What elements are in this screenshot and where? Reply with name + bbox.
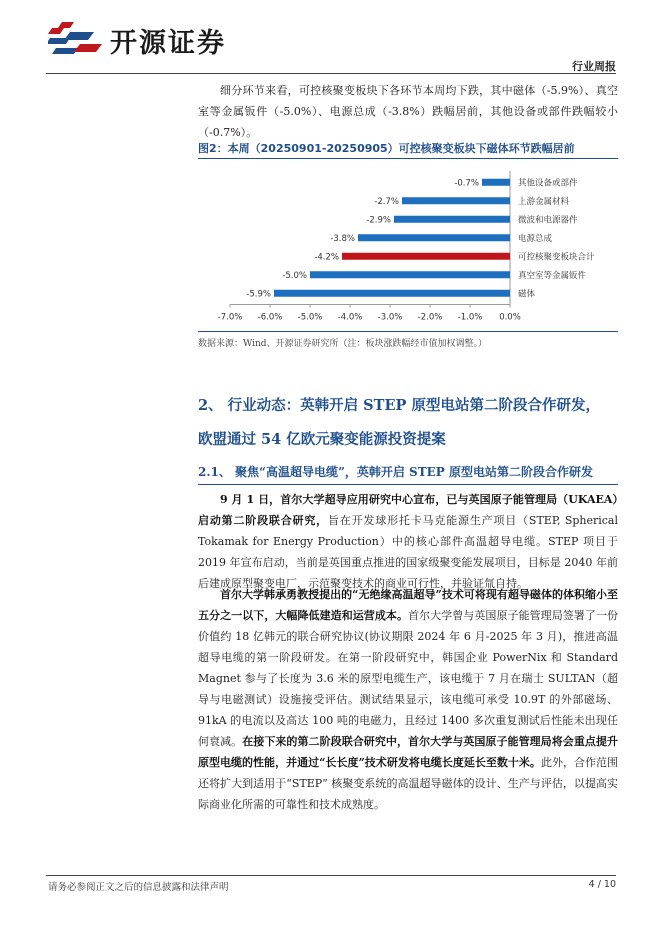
footer-disclaimer: 请务必参阅正文之后的信息披露和法律声明: [48, 882, 229, 893]
data-label-5: -5.0%: [282, 270, 307, 281]
page-number: 4 / 10: [588, 879, 616, 890]
x-tick-label-1: -6.0%: [257, 312, 283, 323]
data-label-3: -3.8%: [330, 233, 355, 244]
bar-5: [310, 271, 510, 278]
bar-6: [274, 290, 510, 297]
category-label-0: 其他设备或部件: [518, 178, 578, 189]
paragraph-1-text: 旨在开发球形托卡马克能源生产项目（STEP, Spherical Tokamak for Energy Production）中的核心部件高温超导电缆。STEP 项目于 2019 年宣布启动，当前是英国重点推进的国家级聚变能发展项目，目标是 2040 年前后建成原型聚变电厂，示范聚变技术的商业可行性，并验证氚自持。: [198, 514, 618, 590]
figure-top-rule: [198, 158, 618, 159]
bar-chart: [198, 165, 618, 325]
paragraph-2-bold-1: 首尔大学韩承勇教授提出的“无绝缘高温超导”技术可将现有超导磁体的体积缩小至五分之一以下，大幅降低建造和运营成本。: [198, 588, 618, 622]
x-tick-label-3: -4.0%: [337, 312, 363, 323]
paragraph-2-text-2: 此外，合作范围还将扩大到适用于“STEP” 核聚变系统的高温超导磁体的设计、生产与评估，以提高实际商业化所需的可靠性和技术成熟度。: [198, 756, 619, 811]
data-label-6: -5.9%: [246, 289, 271, 300]
figure-source: 数据来源：Wind、开源证券研究所（注：板块涨跌幅经市值加权调整。）: [198, 339, 488, 349]
category-label-1: 上游金属材料: [518, 196, 570, 207]
x-tick-label-7: 0.0%: [499, 312, 521, 323]
paragraph-1: [198, 489, 618, 594]
x-tick-label-4: -3.0%: [377, 312, 403, 323]
category-label-5: 真空室等金属钣件: [518, 270, 587, 281]
category-label-6: 磁体: [518, 289, 536, 300]
paragraph-2: [198, 584, 618, 815]
category-label-4: 可控核聚变板块合计: [518, 252, 595, 263]
data-label-4: -4.2%: [314, 252, 339, 263]
bar-3: [358, 234, 510, 241]
bar-2: [394, 216, 510, 223]
header-divider: [46, 73, 616, 74]
bar-1: [402, 197, 510, 204]
company-name: 开源证券: [110, 27, 226, 59]
figure-bottom-rule: [198, 331, 618, 332]
report-type: 行业周报: [572, 60, 616, 73]
x-tick-label-5: -2.0%: [417, 312, 443, 323]
subsection-heading: 2.1、 聚焦“高温超导电缆”，英韩开启 STEP 原型电站第二阶段合作研发: [198, 465, 593, 479]
logo-mark-icon: [48, 18, 106, 62]
category-label-3: 电源总成: [518, 233, 553, 244]
category-label-2: 微波和电源器件: [518, 215, 578, 226]
subsection-rule: [198, 484, 618, 485]
figure-title: 图2：本周（20250901-20250905）可控核聚变板块下磁体环节跌幅居前: [198, 142, 575, 155]
data-label-0: -0.7%: [454, 178, 479, 189]
data-label-1: -2.7%: [374, 196, 399, 207]
paragraph-2-bold-2: 在接下来的第二阶段联合研究中，首尔大学与英国原子能管理局将会重点提升原型电缆的性能，并通过“长长度”技术研发将电缆长度延长至数十米。: [198, 735, 618, 769]
paragraph-2-text-1: 首尔大学曾与英国原子能管理局签署了一份价值约 18 亿韩元的联合研究协议(协议期限 2024 年 6 月-2025 年 3 月)，推进高温超导电缆的第一阶段研发。在第一阶段研究中，韩国企业 PowerNix 和 Standard Magnet 参与了长度为 3.6 米的原型电缆生产，该电缆于 7 月在瑞士 SULTAN（超导与电磁测试）设施接受评估。测试结果显示，该电缆可承受 10.9T 的外部磁场、91kA 的电流以及高达 100 吨的电磁力，且经过 1400 多次重复测试后性能未出现任何衰减。: [198, 609, 619, 748]
bar-0: [482, 179, 510, 186]
section-heading-line1: 2、 行业动态：英韩开启 STEP 原型电站第二阶段合作研发，: [198, 397, 600, 414]
bar-4: [342, 253, 510, 260]
x-tick-label-2: -5.0%: [297, 312, 323, 323]
intro-paragraph: 细分环节来看，可控核聚变板块下各环节本周均下跌，其中磁体（-5.9%）、真空室等金属钣件（-5.0%）、电源总成（-3.8%）跌幅居前，其他设备或部件跌幅较小（-0.7%）。: [198, 84, 618, 139]
x-tick-label-0: -7.0%: [217, 312, 243, 323]
paragraph-1-bold: 9 月 1 日，首尔大学超导应用研究中心宣布，已与英国原子能管理局（UKAEA）启动第二阶段联合研究，: [198, 493, 618, 527]
company-logo: [48, 18, 226, 62]
data-label-2: -2.9%: [366, 215, 391, 226]
x-tick-label-6: -1.0%: [457, 312, 483, 323]
section-heading-line2: 欧盟通过 54 亿欧元聚变能源投资提案: [198, 431, 446, 448]
bar-chart-svg: [198, 165, 618, 325]
footer-divider: [46, 875, 616, 876]
